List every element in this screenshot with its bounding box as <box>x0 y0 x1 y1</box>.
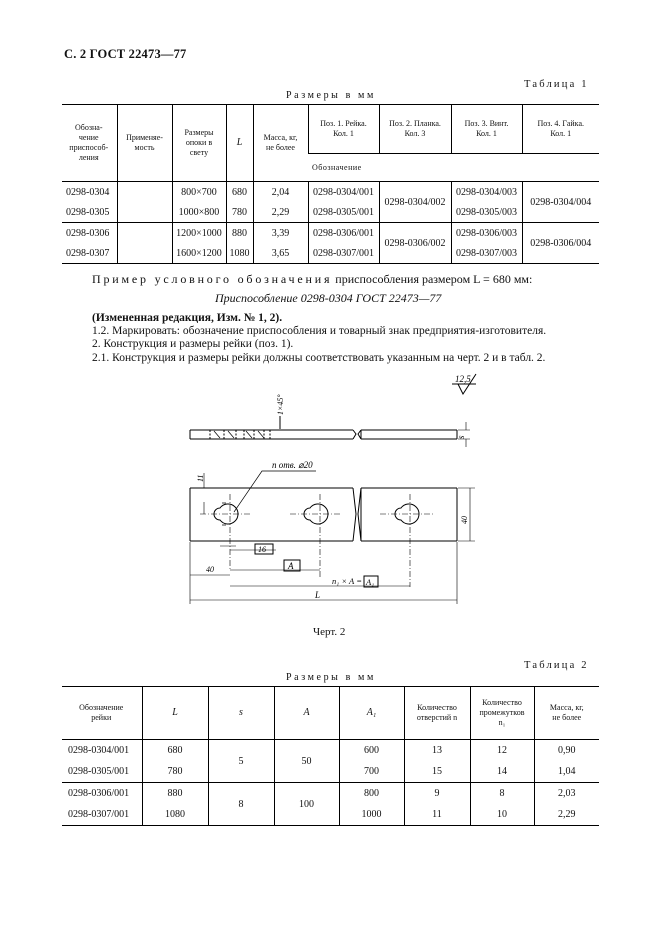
roughness-label: 12,5 <box>455 374 471 384</box>
table-row: 0298-0307 1600×1200 1080 3,65 0298-0307/001 0298-0307/003 <box>62 243 599 264</box>
t1-head-L: L <box>226 105 253 182</box>
amendment-note: (Измененная редакция, Изм. № 1, 2). <box>92 312 283 324</box>
table2-label: Таблица 2 <box>524 660 589 671</box>
t2-head-L: L <box>142 687 208 740</box>
paragraph-1-2: 1.2. Маркировать: обозначение приспособления и товарный знак предприятия-изготовителя. <box>92 325 547 337</box>
t1-head-size: Размеры опоки в свету <box>172 105 226 182</box>
dim-11: 11 <box>196 474 205 482</box>
table-row: 0298-0306 1200×1000 880 3,39 0298-0306/001 0298-0306/002 0298-0306/003 0298-0306/004 <box>62 223 599 244</box>
table-row: 0298-0304 800×700 680 2,04 0298-0304/001 0298-0304/002 0298-0304/003 0298-0304/004 <box>62 182 599 203</box>
dim-s: s <box>456 435 466 439</box>
table-row: 0298-0305 1000×800 780 2,29 0298-0305/001 0298-0305/003 <box>62 202 599 223</box>
t2-head-mass: Масса, кг, не более <box>534 687 599 740</box>
example-designation: Приспособление 0298-0304 ГОСТ 22473—77 <box>215 291 442 305</box>
dim-A1: A₁ <box>366 577 375 587</box>
table1-subtitle: Размеры в мм <box>286 90 376 101</box>
dim-L: L <box>315 590 321 600</box>
drawing-rail <box>180 372 500 622</box>
example-line: Пример условного обозначения приспособления размером L = 680 мм: <box>92 272 533 286</box>
dim-40: 40 <box>206 565 214 574</box>
chamfer-label: 1×45° <box>276 394 285 415</box>
table-row: 0298-0304/001 680 5 50 600 13 12 0,90 <box>62 740 599 762</box>
paragraph-2: 2. Конструкция и размеры рейки (поз. 1). <box>92 338 294 350</box>
paragraph-2-1: 2.1. Конструкция и размеры рейки должны соответствовать указанным на черт. 2 и в табл. 2. <box>92 352 546 364</box>
t2-head-s: s <box>208 687 274 740</box>
dim-A: A <box>288 561 294 571</box>
dim-16: 16 <box>258 545 266 554</box>
t1-head-designation: Обозна- чение приспособ- ления <box>69 123 109 162</box>
table1 <box>62 104 599 264</box>
t2-head-n: Количество отверстий n <box>404 687 470 740</box>
table-row: 0298-0305/001 780 700 15 14 1,04 <box>62 761 599 783</box>
t2-head-n1: Количество промежутков n₁ <box>470 687 534 740</box>
drawing-caption: Черт. 2 <box>313 626 346 638</box>
t2-head-code: Обозначение рейки <box>79 703 124 722</box>
t1-head-designation-group: Обозначение <box>308 153 599 181</box>
table-row: 0298-0307/001 1080 1000 11 10 2,29 <box>62 804 599 826</box>
table2-subtitle: Размеры в мм <box>286 672 376 683</box>
t2-head-A1: A₁ <box>339 687 404 740</box>
t1-head-usage: Применяе- мость <box>117 105 172 182</box>
t1-head-pos2: Поз. 2. Планка. Кол. 3 <box>379 105 451 154</box>
t1-head-pos3: Поз. 3. Винт. Кол. 1 <box>451 105 522 154</box>
t1-head-pos1: Поз. 1. Рейка. Кол. 1 <box>308 105 379 154</box>
table1-label: Таблица 1 <box>524 79 589 90</box>
page-header: С. 2 ГОСТ 22473—77 <box>64 47 187 61</box>
table2 <box>62 686 599 826</box>
dim-n1A: n₁ × A = <box>332 576 362 586</box>
t1-head-mass: Масса, кг, не более <box>253 105 308 182</box>
holes-label: n отв. ⌀20 <box>272 460 313 470</box>
dim-40-height: 40 <box>460 516 469 524</box>
t1-head-pos4: Поз. 4. Гайка. Кол. 1 <box>522 105 599 154</box>
table-row: 0298-0306/001 880 8 100 800 9 8 2,03 <box>62 783 599 805</box>
t2-head-A: A <box>274 687 339 740</box>
